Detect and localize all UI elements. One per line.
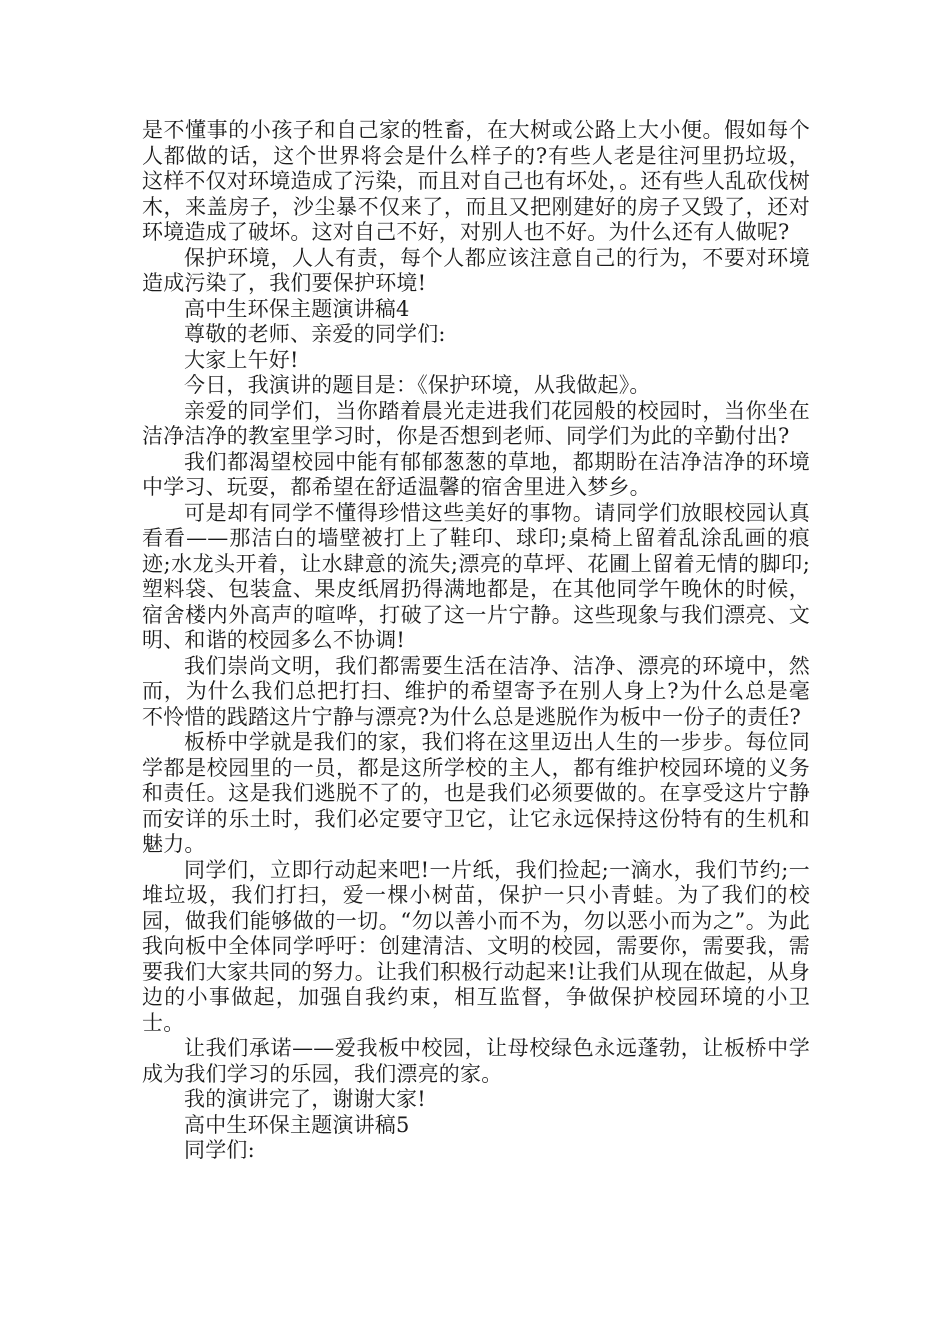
paragraph-10: 我们崇尚文明，我们都需要生活在洁净、洁净、漂亮的环境中，然而，为什么我们总把打扫、维护的希望寄予在别人身上?为什么总是毫不怜惜的践踏这片宁静与漂亮?为什么总是逃脱作为板中一份子的责任?: [142, 653, 810, 729]
closing-line: 我的演讲完了，谢谢大家!: [184, 1087, 426, 1111]
paragraph-8: 我们都渴望校园中能有郁郁葱葱的草地，都期盼在洁净洁净的环境中学习、玩耍，都希望在舒适温馨的宿舍里进入梦乡。: [142, 449, 810, 499]
document-page: [142, 118, 810, 1164]
salutation: 尊敬的老师、亲爱的同学们:: [184, 322, 446, 346]
paragraph-12: 同学们，立即行动起来吧!一片纸，我们捡起;一滴水，我们节约;一堆垃圾，我们打扫，爱一棵小树苗，保护一只小青蛙。为了我们的校园，做我们能够做的一切。“勿以善小而不为，勿以恶小而为之”。为此我向板中全体同学呼吁：创建清洁、文明的校园，需要你，需要我，需要我们大家共同的努力。让我们积极行动起来!让我们从现在做起，从身边的小事做起，加强自我约束，相互监督，争做保护校园环境的小卫士。: [142, 857, 810, 1035]
paragraph-2: 保护环境，人人有责，每个人都应该注意自己的行为，不要对环境造成污染了，我们要保护环境!: [142, 245, 810, 295]
salutation-5: 同学们:: [184, 1138, 255, 1162]
speech-topic: 今日，我演讲的题目是：《保护环境，从我做起》。: [184, 373, 651, 397]
section-heading-5: 高中生环保主题演讲稿5: [184, 1112, 410, 1137]
paragraph-7: 亲爱的同学们，当你踏着晨光走进我们花园般的校园时，当你坐在洁净洁净的教室里学习时，你是否想到老师、同学们为此的辛勤付出?: [142, 398, 810, 448]
paragraph-13: 让我们承诺——爱我板中校园，让母校绿色永远蓬勃，让板桥中学成为我们学习的乐园，我们漂亮的家。: [142, 1036, 810, 1086]
paragraph-1: 是不懂事的小孩子和自己家的牲畜，在大树或公路上大小便。假如每个人都做的话，这个世界将会是什么样子的?有些人老是往河里扔垃圾，这样不仅对环境造成了污染，而且对自己也有坏处，。还有些人乱砍伐树木，来盖房子，沙尘暴不仅来了，而且又把刚建好的房子又毁了，还对环境造成了破坏。这对自己不好，对别人也不好。为什么还有人做呢?: [142, 118, 810, 244]
section-heading-4: 高中生环保主题演讲稿4: [184, 296, 410, 321]
paragraph-9: 可是却有同学不懂得珍惜这些美好的事物。请同学们放眼校园认真看看——那洁白的墙壁被打上了鞋印、球印;桌椅上留着乱涂乱画的痕迹;水龙头开着，让水肆意的流失;漂亮的草坪、花圃上留着无情的脚印;塑料袋、包装盒、果皮纸屑扔得满地都是，在其他同学午晚休的时候，宿舍楼内外高声的喧哗，打破了这一片宁静。这些现象与我们漂亮、文明、和谐的校园多么不协调!: [142, 500, 810, 652]
paragraph-11: 板桥中学就是我们的家，我们将在这里迈出人生的一步步。每位同学都是校园里的一员，都是这所学校的主人，都有维护校园环境的义务和责任。这是我们逃脱不了的，也是我们必须要做的。在享受这片宁静而安详的乐土时，我们必定要守卫它，让它永远保持这份特有的生机和魅力。: [142, 730, 810, 856]
greeting: 大家上午好!: [184, 347, 299, 372]
